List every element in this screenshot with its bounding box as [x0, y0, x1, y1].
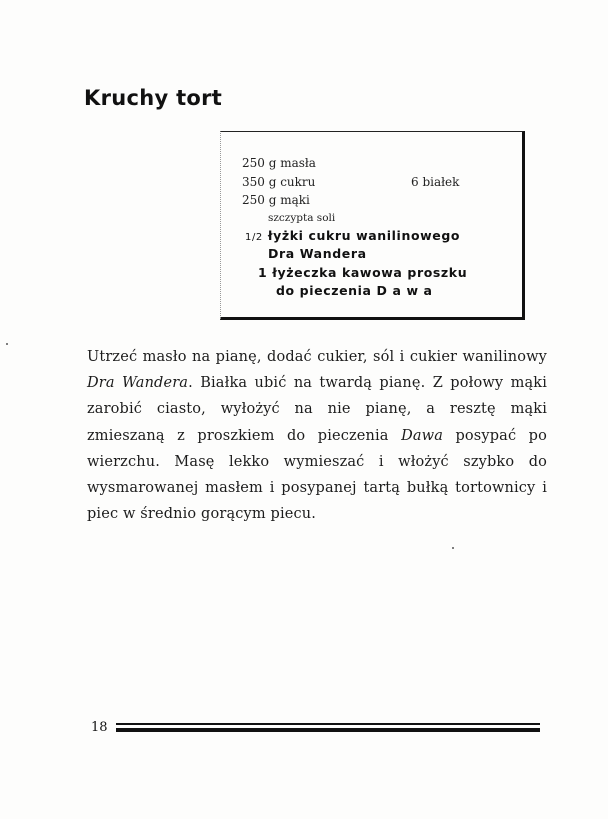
instructions-part-3: posypać po wierzchu. Masę lekko wymieszać i włożyć szybko do wysmarowanej masłem i posypanej tartą bułką tortownicy i piec w średnio gorącym piecu.	[87, 427, 547, 523]
recipe-title: Kruchy tort	[84, 86, 223, 110]
vanilla-line-1: łyżki cukru wanilinowego	[267, 228, 461, 243]
ingredient-sugar: 350 g cukru	[242, 175, 316, 189]
page-number: 18	[91, 720, 108, 735]
instructions-part-1: Utrzeć masło na pianę, dodać cukier, sól i cukier wanilinowy	[87, 349, 547, 365]
ingredient-salt: szczypta soli	[268, 212, 336, 224]
ingredients-box	[220, 131, 525, 320]
scan-speck	[452, 547, 454, 549]
ingredient-egg-whites: 6 białek	[411, 175, 460, 189]
vanilla-line-2: Dra Wandera	[268, 246, 367, 261]
footer-rule-thick	[116, 728, 540, 732]
ingredient-flour: 250 g mąki	[242, 193, 310, 207]
recipe-instructions	[87, 344, 547, 527]
footer-rule-thin	[116, 723, 540, 725]
vanilla-fraction: 1/2	[245, 232, 263, 243]
brand-name-dawa: Dawa	[401, 427, 443, 444]
ingredient-vanilla-sugar	[245, 228, 460, 243]
ingredient-baking-powder: 1 łyżeczka kawowa proszku	[258, 265, 468, 280]
instructions-part-2: . Białka ubić na twardą pianę. Z połowy mąki zarobić ciasto, wyłożyć na nie pianę, a resztę mąki zmieszaną z proszkiem do pieczenia	[87, 375, 547, 444]
scan-speck	[6, 343, 8, 345]
ingredient-butter: 250 g masła	[242, 156, 316, 170]
baking-powder-line-2: do pieczenia D a w a	[276, 283, 433, 298]
brand-name-wander: Dra Wandera	[87, 375, 189, 392]
